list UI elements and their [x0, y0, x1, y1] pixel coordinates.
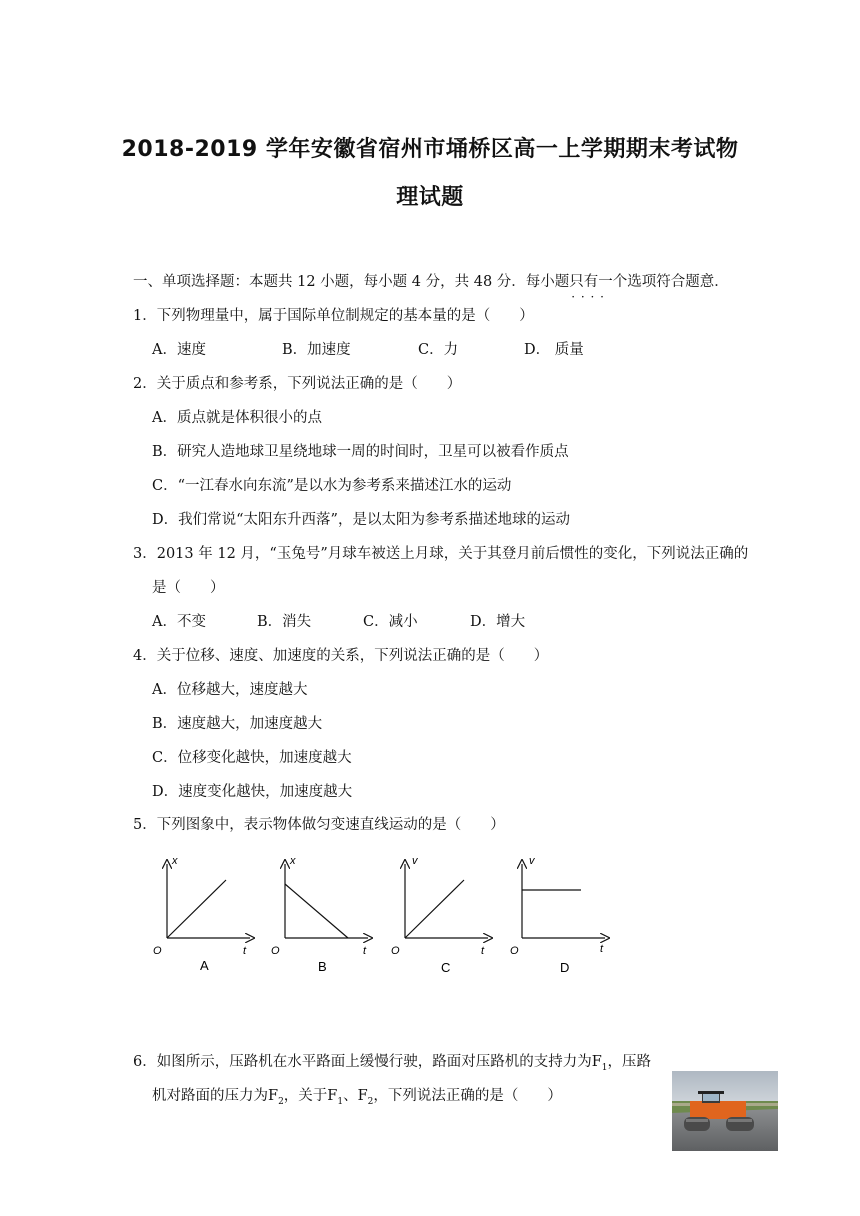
- q6-sub-f2: 2: [278, 1096, 284, 1107]
- q4-option-d: D．速度变化越快，加速度越大: [152, 784, 353, 800]
- q6-stem-line1-b: ，压路: [607, 1054, 652, 1070]
- road-roller-photo: [672, 1071, 778, 1151]
- graph-d-caption: D: [560, 960, 570, 975]
- q4-stem: 4．关于位移、速度、加速度的关系，下列说法正确的是（ ）: [133, 648, 549, 664]
- q5-stem: 5．下列图象中，表示物体做匀变速直线运动的是（ ）: [133, 817, 505, 833]
- page-title-line1: 2018-2019 学年安徽省宿州市埇桥区高一上学期期末考试物: [121, 137, 739, 162]
- graph-c-origin: O: [391, 945, 400, 957]
- graph-c: [388, 850, 508, 980]
- graph-b-y-label: x: [290, 855, 296, 867]
- graph-c-x-label: t: [481, 945, 485, 957]
- graph-b-x-label: t: [363, 945, 367, 957]
- q3-option-d: D．增大: [470, 614, 526, 630]
- q4-option-a: A．位移越大，速度越大: [152, 682, 308, 698]
- graph-d-origin: O: [510, 945, 519, 957]
- q1-option-b: B．加速度: [282, 342, 351, 358]
- section-heading-part3: 选项符合题意．: [627, 274, 729, 290]
- graph-c-line: [405, 880, 464, 938]
- section-heading: [133, 272, 729, 292]
- q3-option-c: C．减小: [363, 614, 418, 630]
- q6-stem-line1: [133, 1052, 651, 1078]
- q4-option-c: C．位移变化越快，加速度越大: [152, 750, 352, 766]
- graph-d-x-label: t: [600, 943, 604, 955]
- graph-c-y-label: v: [412, 855, 418, 867]
- graph-a-origin: O: [153, 945, 162, 957]
- q6-stem-line2-b: ，关于F: [283, 1088, 338, 1104]
- q6-stem-line2: [152, 1086, 562, 1112]
- q1-option-d: D． 质量: [524, 342, 584, 358]
- graph-a-x-label: t: [243, 945, 247, 957]
- q2-option-c: C．“一江春水向东流”是以水为参考系来描述江水的运动: [152, 478, 512, 494]
- q6-sub-f2b: 2: [367, 1096, 374, 1107]
- q6-stem-line2-a: 机对路面的压力为F: [152, 1088, 279, 1104]
- section-heading-part1: 一、单项选择题：本题共 12 小题，每小题 4 分，共 48 分．每小题: [133, 274, 570, 290]
- q1-option-a: A．速度: [152, 342, 206, 358]
- graph-c-svg: [388, 850, 508, 980]
- q6-stem-line2-d: ，下列说法正确的是（ ）: [373, 1088, 562, 1104]
- q2-option-d: D．我们常说“太阳东升西落”，是以太阳为参考系描述地球的运动: [152, 512, 570, 528]
- graph-b-svg: [268, 850, 388, 980]
- q6-sub-f1b: 1: [337, 1096, 344, 1107]
- q3-option-a: A．不变: [152, 614, 206, 630]
- graph-b-line: [285, 884, 348, 938]
- graph-d-y-label: v: [529, 855, 535, 867]
- q2-stem: 2．关于质点和参考系，下列说法正确的是（ ）: [133, 376, 462, 392]
- graph-d: [505, 850, 625, 980]
- graph-a-y-label: x: [172, 855, 178, 867]
- graph-b: [268, 850, 388, 980]
- graph-c-caption: C: [441, 960, 451, 975]
- q2-option-b: B．研究人造地球卫星绕地球一周的时间时，卫星可以被看作质点: [152, 444, 569, 460]
- q6-sub-f1: 1: [601, 1062, 608, 1073]
- graph-b-origin: O: [271, 945, 280, 957]
- q2-option-a: A．质点就是体积很小的点: [152, 410, 322, 426]
- section-heading-emphasis: 只有一个 · · · ·: [569, 274, 627, 290]
- graph-d-svg: [505, 850, 625, 980]
- q1-option-c: C．力: [418, 342, 459, 358]
- graph-a-caption: A: [200, 958, 209, 973]
- road-roller-illustration: [672, 1071, 778, 1151]
- q6-stem-line2-c: 、F: [343, 1088, 368, 1104]
- q3-option-b: B．消失: [257, 614, 312, 630]
- q3-stem-line1: 3．2013 年 12 月，“玉兔号”月球车被送上月球，关于其登月前后惯性的变化，下列说法正确的: [133, 546, 749, 562]
- q6-stem-line1-a: 6．如图所示，压路机在水平路面上缓慢行驶，路面对压路机的支持力为F: [133, 1054, 602, 1070]
- page-title-line2: 理试题: [396, 185, 464, 210]
- graph-a: [150, 850, 270, 980]
- graph-a-line: [167, 880, 226, 938]
- graph-a-svg: [150, 850, 270, 980]
- q3-stem-line2: 是（ ）: [152, 580, 225, 596]
- q4-option-b: B．速度越大，加速度越大: [152, 716, 323, 732]
- graph-b-caption: B: [318, 959, 327, 974]
- q1-stem: 1．下列物理量中，属于国际单位制规定的基本量的是（ ）: [133, 308, 534, 324]
